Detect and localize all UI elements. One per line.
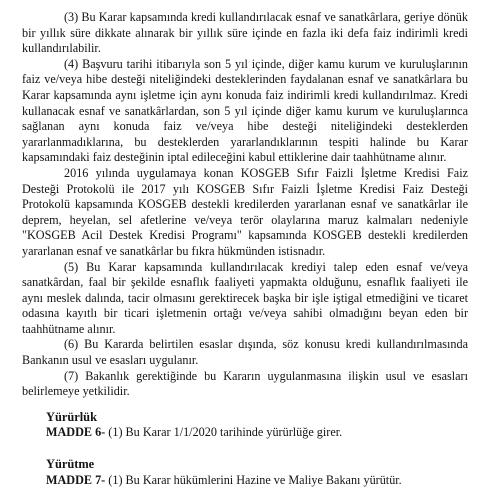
article-6-text: (1) Bu Karar 1/1/2020 tarihinde yürürlüğe girer.: [108, 425, 343, 440]
paragraph-6: (6) Bu Kararda belirtilen esaslar dışında, söz konusu kredi kullandırılmasında Bankanın usul ve esasları uygulanır.: [22, 337, 468, 368]
article-7-heading: Yürütme: [46, 457, 95, 472]
article-7-body: [46, 473, 468, 489]
paragraph-4-exception: 2016 yılında uygulamaya konan KOSGEB Sıfır Faizli İşletme Kredisi Faiz Desteği Protokolü ile 2017 yılı KOSGEB Sıfır Faizli İşletme Kredisi Faiz Desteği Protokolü kapsamında KOSGEB destekli kredilerden yararlanan esnaf ve sanatkârlar ile deprem, heyelan, sel afetlerine ve/veya terör olaylarına maruz kalmaları nedeniyle "KOSGEB Acil Destek Kredisi Programı" kapsamında KOSGEB destekli kredilerden yararlanan esnaf ve sanatkârlar bu fıkra hükmünden istisnadır.: [22, 165, 468, 258]
article-7-label: MADDE 7-: [46, 472, 106, 487]
article-6-heading: Yürürlük: [46, 409, 97, 424]
paragraph-7: (7) Bakanlık gerektiğinde bu Kararın uygulanmasına ilişkin usul ve esasları belirlemeye yetkilidir.: [22, 368, 468, 399]
article-7-text: (1) Bu Karar hükümlerini Hazine ve Maliye Bakanı yürütür.: [108, 472, 402, 487]
paragraph-3: (3) Bu Karar kapsamında kredi kullandırılacak esnaf ve sanatkârlara, geriye dönük bir yıllık süre dikkate alınarak bir yıllık süre içinde en fazla iki defa faiz indirimli kredi kullandırılabilir.: [22, 10, 468, 56]
article-6-label: MADDE 6-: [46, 425, 106, 440]
article-6: [22, 410, 468, 441]
article-7: [22, 457, 468, 488]
article-6-body: [46, 425, 468, 441]
paragraph-5: (5) Bu Karar kapsamında kullandırılacak krediyi talep eden esnaf ve/veya sanatkârdan, faal bir şekilde esnaflık faaliyeti yapmakta olduğunu, esnaflık faaliyeti ile aynı meslek dalında, tacir olmasını gerektirecek başka bir işle iştigal etmediğini ve ticaret odasına kayıtlı bir ticari işletmenin ortağı ve/veya sahibi olmadığını beyan eden bir taahhütname alınır.: [22, 259, 468, 336]
paragraph-4: (4) Başvuru tarihi itibarıyla son 5 yıl içinde, diğer kamu kurum ve kuruluşlarının faiz ve/veya hibe desteği niteliğindeki desteklerinden faydalanan esnaf ve sanatkârlara bu Karar kapsamında aynı işletme için aynı konuda faiz indirimli kredi kullandırılmaz. Kredi kullanacak esnaf ve sanatkârlardan, son 5 yıl içinde diğer kamu kurum ve kuruluşlarınca sağlanan aynı konuda faiz ve/veya hibe desteği niteliğindeki desteklerden yararlanmadıklarına, bu desteklerden yararlandıklarının tespiti halinde bu Karar kapsamındaki faiz desteğinin iptal edileceğini kabul ettiklerine dair taahhütname alınır.: [22, 56, 468, 165]
